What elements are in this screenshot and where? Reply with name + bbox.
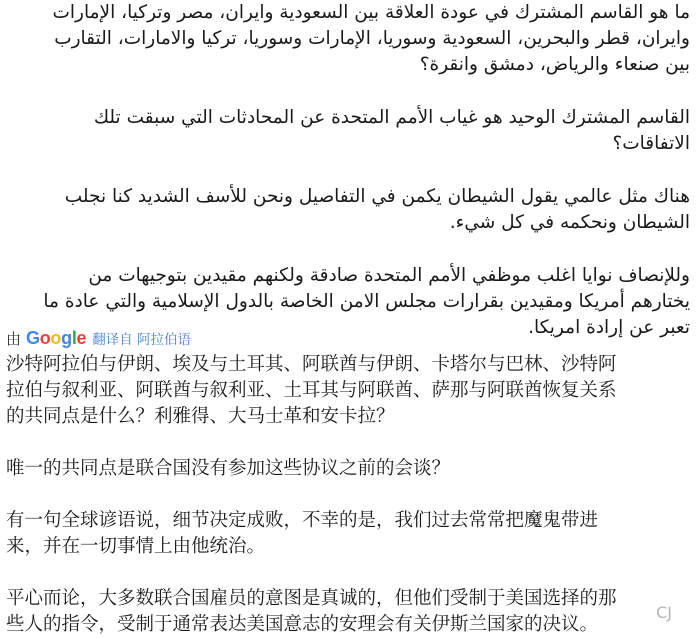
translated-from-arabic-link[interactable]: 翻译自 阿拉伯语 bbox=[92, 332, 192, 348]
arabic-paragraph: هناك مثل عالمي يقول الشيطان يكمن في التفاصيل ونحن للأسف الشديد كنا نجلب الشيطان ونحكمه في كل شيء. bbox=[64, 186, 690, 233]
google-logo-letter: e bbox=[76, 327, 87, 348]
watermark: CJ bbox=[656, 603, 672, 622]
arabic-paragraph: ما هو القاسم المشترك في عودة العلاقة بين السعودية وايران، مصر وتركيا، الإمارات وايران، قطر والبحرين، السعودية وسوريا، الإمارات وسوريا، تركيا والامارات، التقارب بين صنعاء والرياض، دمشق وانقرة؟ bbox=[52, 2, 690, 75]
google-logo-letter: o bbox=[50, 327, 62, 348]
google-logo-letter: g bbox=[61, 327, 72, 348]
google-logo-letter: G bbox=[26, 327, 40, 348]
google-logo-letter: o bbox=[39, 327, 51, 348]
google-logo-letter: l bbox=[71, 327, 77, 348]
translated-chinese-text bbox=[6, 352, 696, 638]
translation-paragraph: 有一句全球谚语说，细节决定成败，不幸的是，我们过去常常把魔鬼带进 来，并在一切事情上由他统治。 bbox=[6, 510, 599, 557]
translation-attribution bbox=[6, 326, 197, 350]
translation-paragraph: 平心而论，大多数联合国雇员的意图是真诚的，但他们受制于美国选择的那 些人的指令，受制于通常表达美国意志的安理会有关伊斯兰国家的决议。 bbox=[6, 588, 617, 635]
arabic-paragraph: وللإنصاف نوايا اغلب موظفي الأمم المتحدة صادقة ولكنهم مقيدين بتوجيهات من يختارهم أمريكا ومقيدين بقرارات مجلس الامن الخاصة بالدول الإسلامية والتي عادة ما تعبر عن إرادة امريكا. bbox=[43, 265, 690, 338]
arabic-paragraph: القاسم المشترك الوحيد هو غياب الأمم المتحدة عن المحادثات التي سبقت تلك الاتفاقات؟ bbox=[93, 107, 690, 154]
translation-paragraph: 沙特阿拉伯与伊朗、埃及与土耳其、阿联酋与伊朗、卡塔尔与巴林、沙特阿 拉伯与叙利亚、阿联酋与叙利亚、土耳其与阿联酋、萨那与阿联酋恢复关系 的共同点是什么？利雅得、大马士革和安卡拉？ bbox=[6, 354, 617, 427]
google-logo bbox=[26, 328, 86, 349]
attribution-prefix: 由 bbox=[6, 329, 22, 348]
translation-paragraph: 唯一的共同点是联合国没有参加这些协议之前的会谈？ bbox=[6, 458, 451, 479]
